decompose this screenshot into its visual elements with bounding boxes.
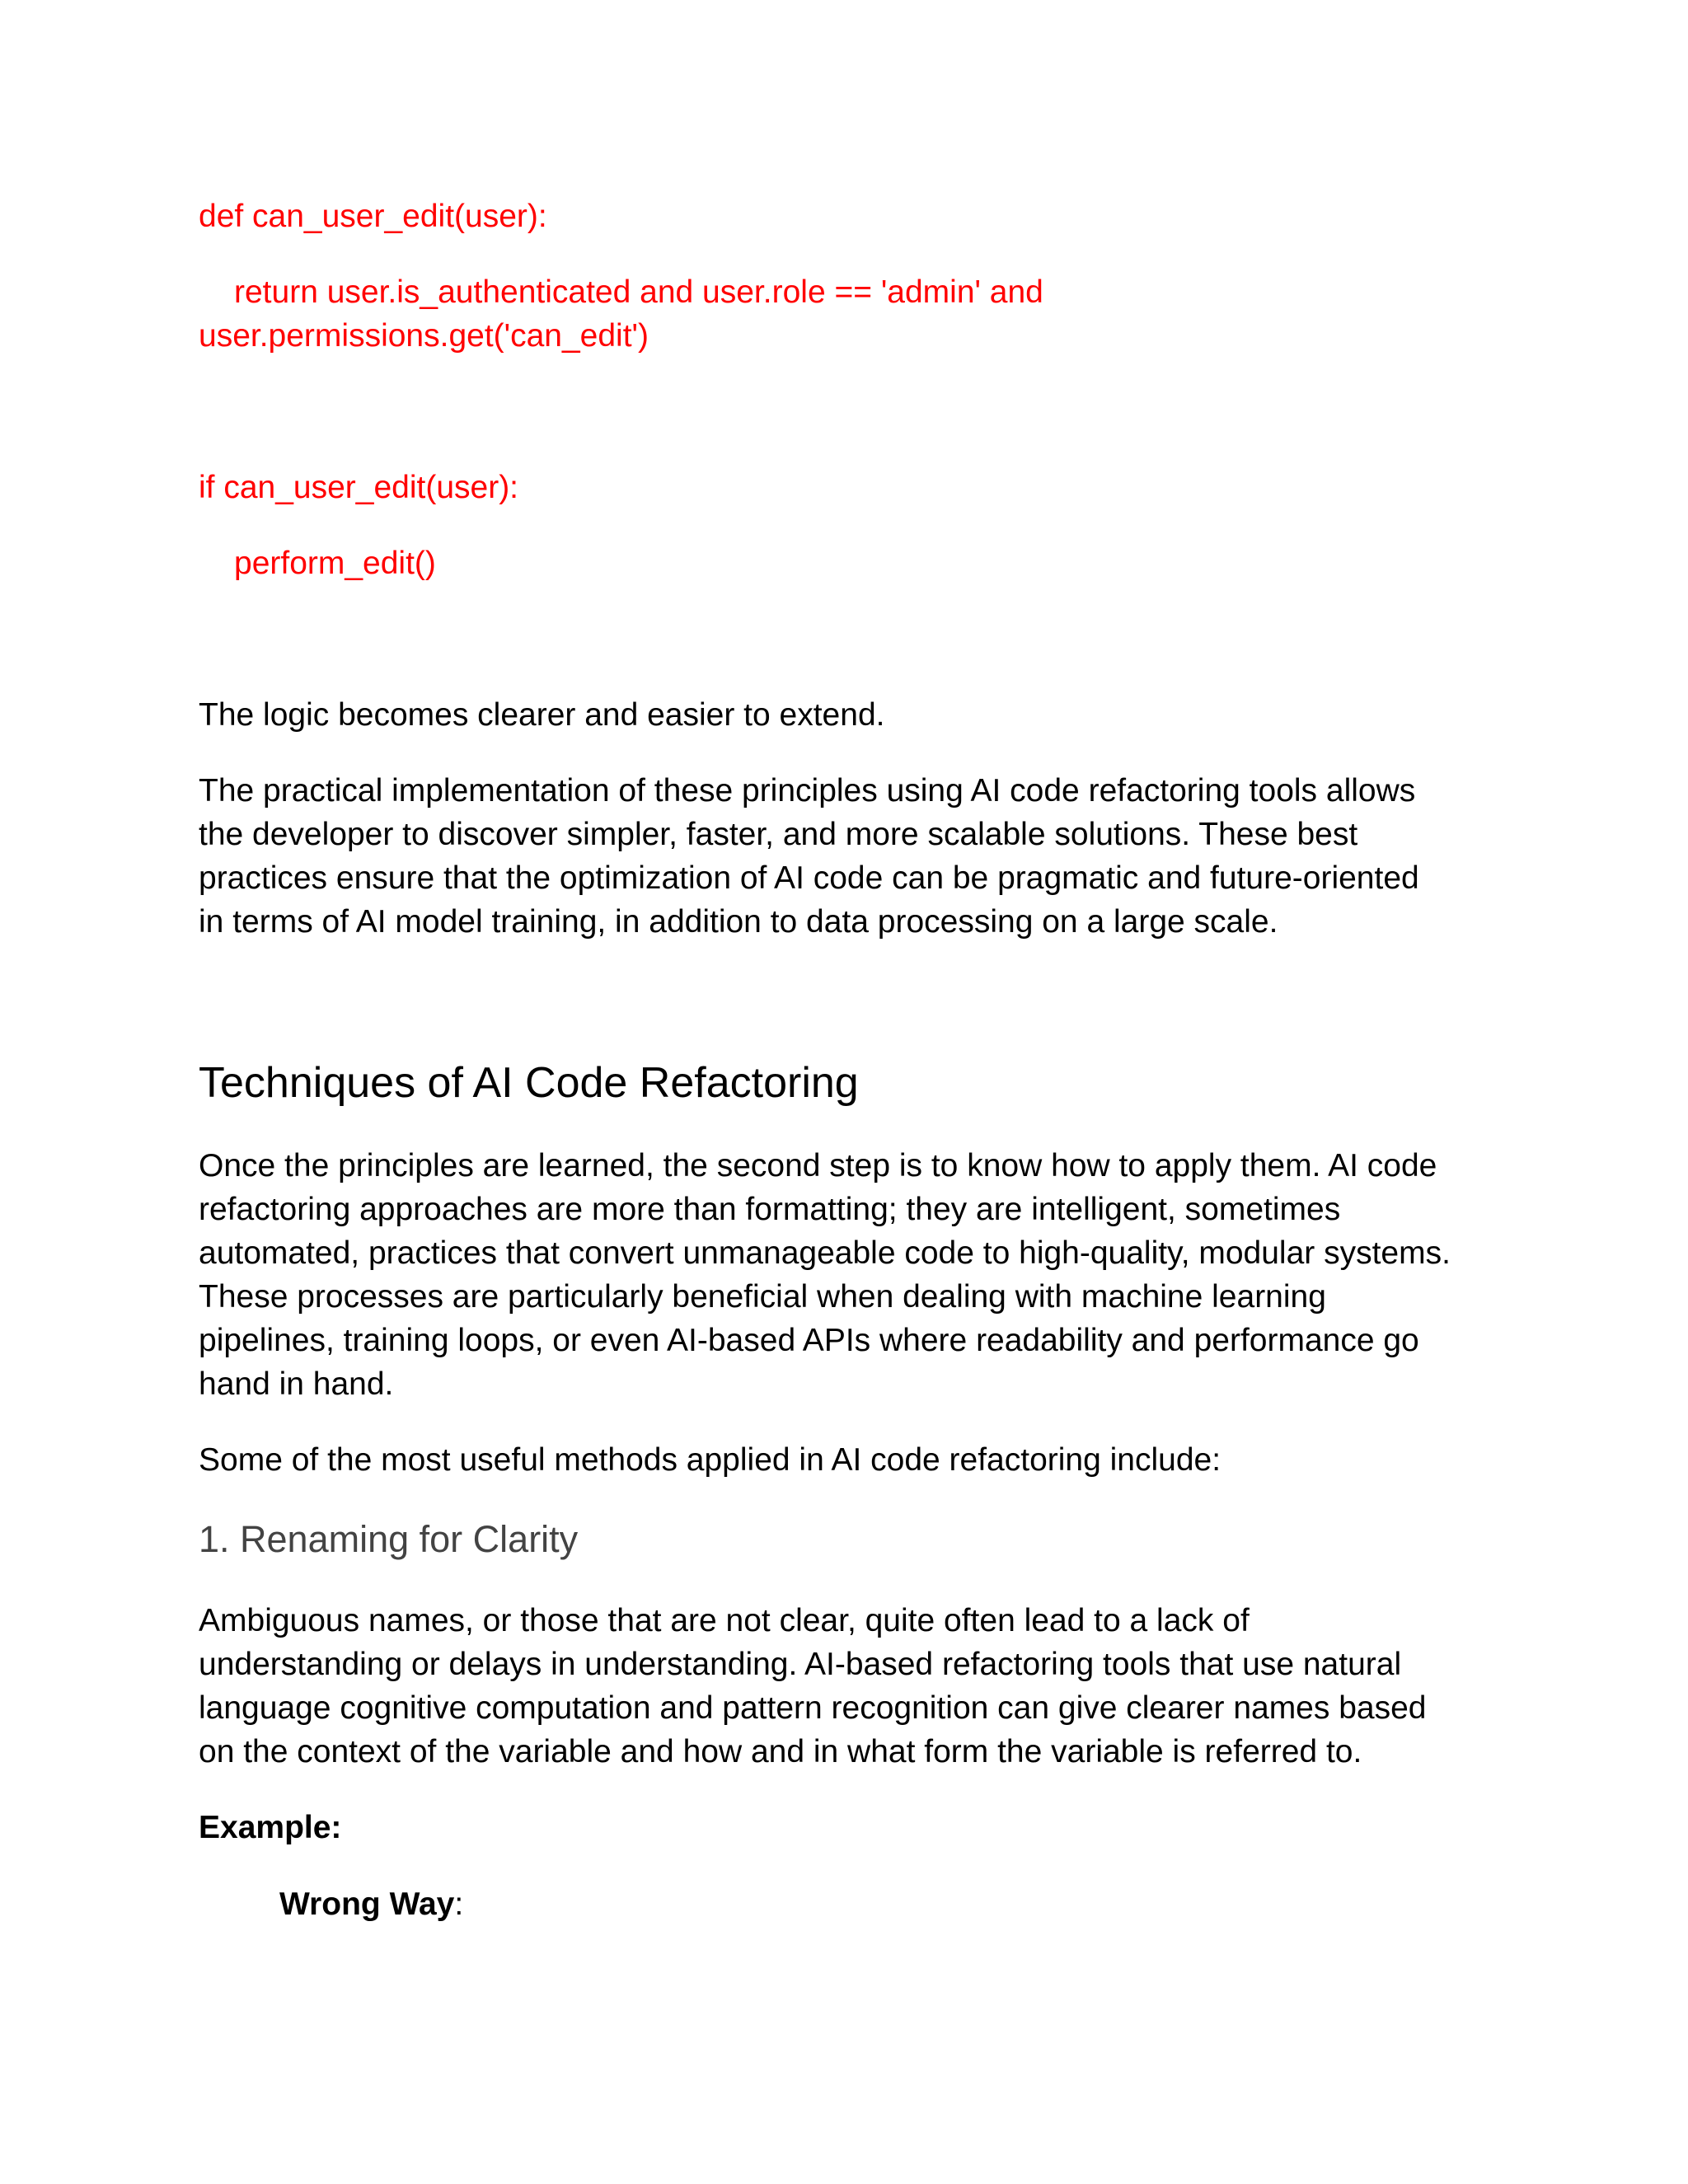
paragraph-line: on the context of the variable and how and in what form the variable is referred to. xyxy=(199,1734,1362,1769)
code-line: user.permissions.get('can_edit') xyxy=(199,318,649,354)
paragraph-methods: Some of the most useful methods applied in AI code refactoring include: xyxy=(199,1442,1221,1478)
code-line: perform_edit() xyxy=(234,546,436,581)
paragraph-line: understanding or delays in understanding. AI-based refactoring tools that use natural xyxy=(199,1647,1402,1682)
subheading-renaming: 1. Renaming for Clarity xyxy=(199,1518,579,1560)
section-heading: Techniques of AI Code Refactoring xyxy=(199,1059,859,1107)
paragraph-line: language cognitive computation and pattern recognition can give clearer names based xyxy=(199,1690,1427,1726)
example-label: Example: xyxy=(199,1810,342,1845)
paragraph-line: pipelines, training loops, or even AI-based APIs where readability and performance go xyxy=(199,1323,1419,1358)
paragraph-line: automated, practices that convert unmanageable code to high-quality, modular systems. xyxy=(199,1235,1451,1271)
paragraph-line: Ambiguous names, or those that are not clear, quite often lead to a lack of xyxy=(199,1603,1250,1638)
paragraph-line: These processes are particularly beneficial when dealing with machine learning xyxy=(199,1279,1326,1315)
paragraph-line: practices ensure that the optimization of AI code can be pragmatic and future-oriented xyxy=(199,860,1419,896)
paragraph-line: Once the principles are learned, the second step is to know how to apply them. AI code xyxy=(199,1148,1437,1183)
wrong-way-colon: : xyxy=(454,1886,464,1922)
paragraph-line: in terms of AI model training, in addition to data processing on a large scale. xyxy=(199,904,1278,940)
paragraph-logic: The logic becomes clearer and easier to extend. xyxy=(199,697,885,733)
wrong-way-line xyxy=(279,1882,463,1926)
wrong-way-label: Wrong Way xyxy=(279,1886,455,1922)
paragraph-line: The practical implementation of these principles using AI code refactoring tools allows xyxy=(199,773,1416,808)
code-line: def can_user_edit(user): xyxy=(199,199,547,234)
paragraph-line: refactoring approaches are more than formatting; they are intelligent, sometimes xyxy=(199,1192,1341,1227)
code-line: if can_user_edit(user): xyxy=(199,470,519,505)
paragraph-line: the developer to discover simpler, faster, and more scalable solutions. These best xyxy=(199,817,1358,852)
paragraph-line: hand in hand. xyxy=(199,1366,394,1402)
code-line: return user.is_authenticated and user.role == 'admin' and xyxy=(234,274,1043,310)
